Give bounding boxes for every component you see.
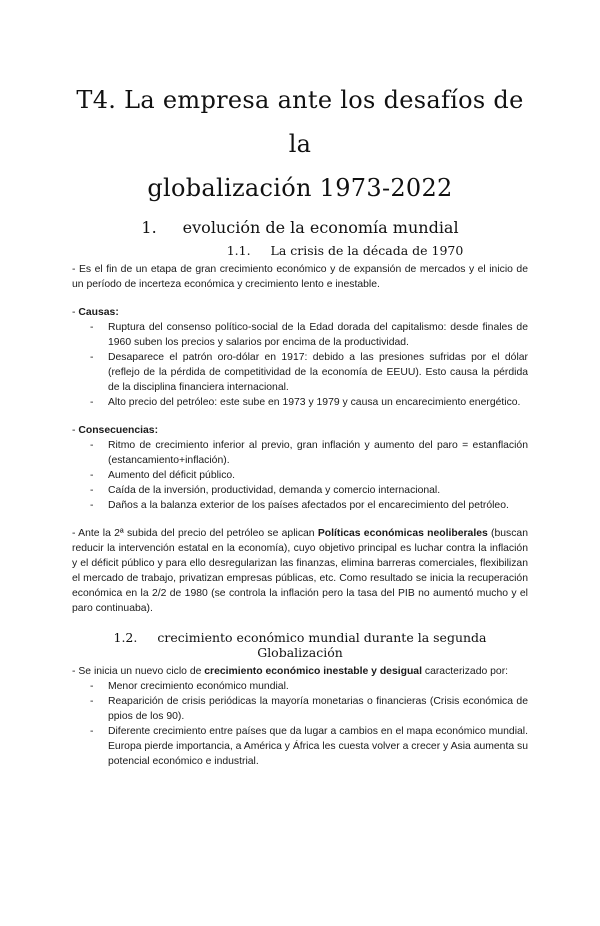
title-line-1: T4. La empresa ante los desafíos de la — [76, 86, 524, 158]
section-1-1-intro: - Es el fin de un etapa de gran crecimiento económico y de expansión de mercados y el inicio de un período de incerteza económica y crecimiento lento e inestable. — [72, 264, 528, 290]
list-item: - Caída de la inversión, productividad, demanda y comercio internacional. — [90, 483, 528, 498]
consecuencias-label — [72, 423, 528, 438]
document-page — [0, 78, 600, 926]
section-1-1-heading — [72, 243, 528, 258]
causas-list — [72, 320, 528, 410]
document-title — [72, 78, 528, 210]
list-item: - Menor crecimiento económico mundial. — [90, 679, 528, 694]
consecuencias-prefix: - — [72, 425, 79, 436]
consecuencias-title: Consecuencias: — [78, 425, 159, 436]
consecuencias-list — [72, 438, 528, 513]
intro-bold: crecimiento económico inestable y desigual — [204, 666, 422, 677]
neoliberal-text-a: - Ante la 2ª subida del precio del petróleo se aplican — [72, 528, 318, 539]
list-item: - Alto precio del petróleo: este sube en 1973 y 1979 y causa un encarecimiento energético. — [90, 395, 528, 410]
section-1-1-number: 1.1. — [226, 243, 251, 258]
section-1-2-intro — [72, 664, 528, 679]
list-item: - Reaparición de crisis periódicas la mayoría monetarias o financieras (Crisis económica de ppios de los 90). — [90, 694, 528, 724]
causas-title: Causas: — [78, 307, 119, 318]
list-item: - Ruptura del consenso político-social de la Edad dorada del capitalismo: desde finales de 1960 suben los precios y salarios por encima de la productividad. — [90, 320, 528, 350]
neoliberal-text-b: (buscan reducir la intervención estatal en la economía), cuyo objetivo principal es luchar contra la inflación y el déficit público y para ello desregularizan las finanzas, elimina barreras comerciales, flexibilizan el mercado de trabajo, privatizan empresas públicas, etc. Como resultado se inicia la recuperación económica en la 2/2 de 1980 (se controla la inflación pero la tasa del PIB no aumentó mucho y el paro continuaba). — [72, 528, 528, 614]
section-1-2-list — [72, 679, 528, 769]
title-line-2: globalización 1973-2022 — [147, 174, 453, 202]
section-1-2-label: crecimiento económico mundial durante la segunda Globalización — [157, 630, 487, 660]
neoliberal-policies-paragraph — [72, 526, 528, 616]
causas-prefix: - — [72, 307, 79, 318]
list-item: - Desaparece el patrón oro-dólar en 1917: debido a las presiones sufridas por el dólar (reflejo de la pérdida de competitividad de la economía de EEUU). Esto causa la pérdida de la disciplina financiera internacional. — [90, 350, 528, 395]
neoliberal-bold: Políticas económicas neoliberales — [317, 528, 488, 539]
section-1-2-heading — [72, 630, 528, 660]
list-item: - Ritmo de crecimiento inferior al previo, gran inflación y aumento del paro = estanflación (estancamiento+inflación). — [90, 438, 528, 468]
section-1-label: evolución de la economía mundial — [182, 218, 459, 237]
section-1-heading — [72, 218, 528, 237]
list-item: - Daños a la balanza exterior de los países afectados por el encarecimiento del petróleo. — [90, 498, 528, 513]
intro-text-b: caracterizado por: — [421, 666, 509, 677]
section-1-1-label: La crisis de la década de 1970 — [270, 243, 464, 258]
section-1-2-number: 1.2. — [113, 630, 138, 645]
causas-label — [72, 305, 528, 320]
section-1-number: 1. — [141, 218, 157, 237]
list-item: - Aumento del déficit público. — [90, 468, 528, 483]
intro-text-a: - Se inicia un nuevo ciclo de — [72, 666, 205, 677]
list-item: - Diferente crecimiento entre países que da lugar a cambios en el mapa económico mundial. Europa pierde importancia, a América y África les cuesta volver a crecer y Asia aumenta su potencial económico e industrial. — [90, 724, 528, 769]
